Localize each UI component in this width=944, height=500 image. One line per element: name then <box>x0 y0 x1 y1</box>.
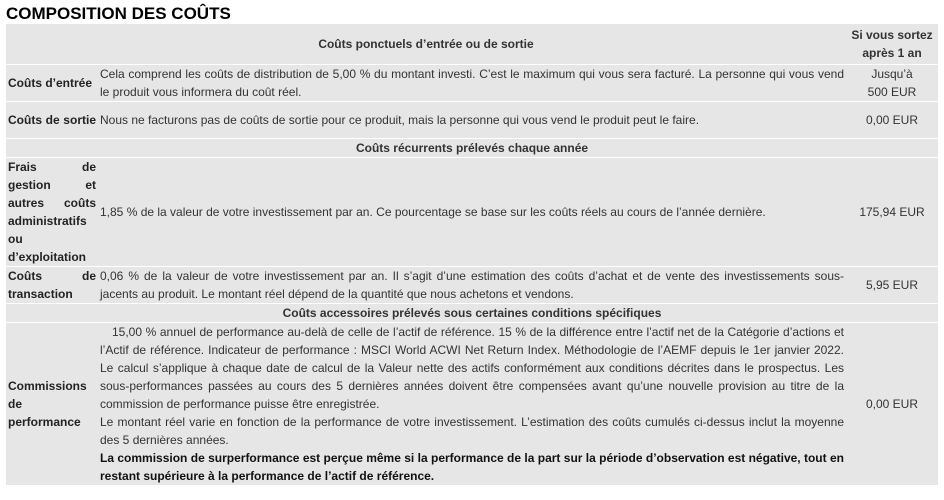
header-exit-line2: après 1 an <box>862 45 922 60</box>
exit-costs-value: 0,00 EUR <box>846 101 938 138</box>
header-exit-line1: Si vous sortez <box>851 27 933 42</box>
header-one-off-costs: Coûts ponctuels d’entrée ou de sortie <box>6 24 846 64</box>
table-header-row <box>6 24 938 64</box>
recurring-costs-heading: Coûts récurrents prélevés chaque année <box>6 138 938 157</box>
transaction-costs-description: 0,06 % de la valeur de votre investissement par an. Il s’agit d’une estimation des coûts d’achat et de vente des investissements sous-jacents au produit. Le montant réel dépend de la quantité que nous achetons et vendons. <box>98 266 846 303</box>
entry-costs-value <box>846 64 938 101</box>
management-fees-value: 175,94 EUR <box>846 157 938 266</box>
table-row-performance-fees <box>6 322 938 485</box>
transaction-costs-value: 5,95 EUR <box>846 266 938 303</box>
performance-fees-paragraph-2: Le montant réel varie en fonction de la performance de votre investissement. L’estimation des coûts cumulés ci-dessus inclut la moyenne des 5 dernières années. <box>100 414 844 447</box>
management-fees-description: 1,85 % de la valeur de votre investissement par an. Ce pourcentage se base sur les coûts réels au cours de l’année dernière. <box>98 157 846 266</box>
header-exit-after-1-year <box>846 24 938 64</box>
performance-fees-paragraph-1: 15,00 % annuel de performance au-delà de celle de l’actif de référence. 15 % de la différence entre l’actif net de la Catégorie d’actions et l’Actif de référence. Indicateur de performance : MSCI World ACWI Net Return Index. Méthodologie de l’AEMF depuis le 1er janvier 2022. Le calcul s’applique à chaque date de calcul de la Valeur nette des actifs conformément aux conditions décrites dans le prospectus. Les sous-performances passées au cours des 5 dernières années doivent être compensées avant qu’une nouvelle provision au titre de la commission de performance puisse être enregistrée. <box>100 324 844 411</box>
performance-fees-paragraph-3: La commission de surperformance est perçue même si la performance de la part sur la période d’observation est négative, tout en restant supérieure à la performance de l’actif de référence. <box>100 450 844 483</box>
performance-fees-label: Commissions de performance <box>6 322 98 485</box>
table-row-management-fees <box>6 157 938 266</box>
exit-costs-description: Nous ne facturons pas de coûts de sortie pour ce produit, mais la personne qui vous vend le produit peut le faire. <box>98 101 846 138</box>
entry-costs-description: Cela comprend les coûts de distribution de 5,00 % du montant investi. C’est le maximum qui vous sera facturé. La personne qui vous vend le produit vous informera du coût réel. <box>98 64 846 101</box>
incidental-costs-heading: Coûts accessoires prélevés sous certaines conditions spécifiques <box>6 303 938 322</box>
exit-costs-label: Coûts de sortie <box>6 101 98 138</box>
performance-fees-description <box>98 322 846 485</box>
cost-composition-table <box>6 24 938 486</box>
section-header-recurring <box>6 138 938 157</box>
transaction-costs-label: Coûts de transaction <box>6 266 98 303</box>
management-fees-label: Frais de gestion et autres coûts administratifs ou d’exploitation <box>6 157 98 266</box>
table-row-exit-costs <box>6 101 938 138</box>
entry-costs-value-line2: 500 EUR <box>867 84 917 99</box>
table-row-entry-costs <box>6 64 938 101</box>
entry-costs-label: Coûts d’entrée <box>6 64 98 101</box>
performance-fees-value: 0,00 EUR <box>846 322 938 485</box>
section-header-incidental <box>6 303 938 322</box>
table-row-transaction-costs <box>6 266 938 303</box>
page-title: COMPOSITION DES COÛTS <box>6 4 231 23</box>
entry-costs-value-line1: Jusqu’à <box>871 66 913 81</box>
